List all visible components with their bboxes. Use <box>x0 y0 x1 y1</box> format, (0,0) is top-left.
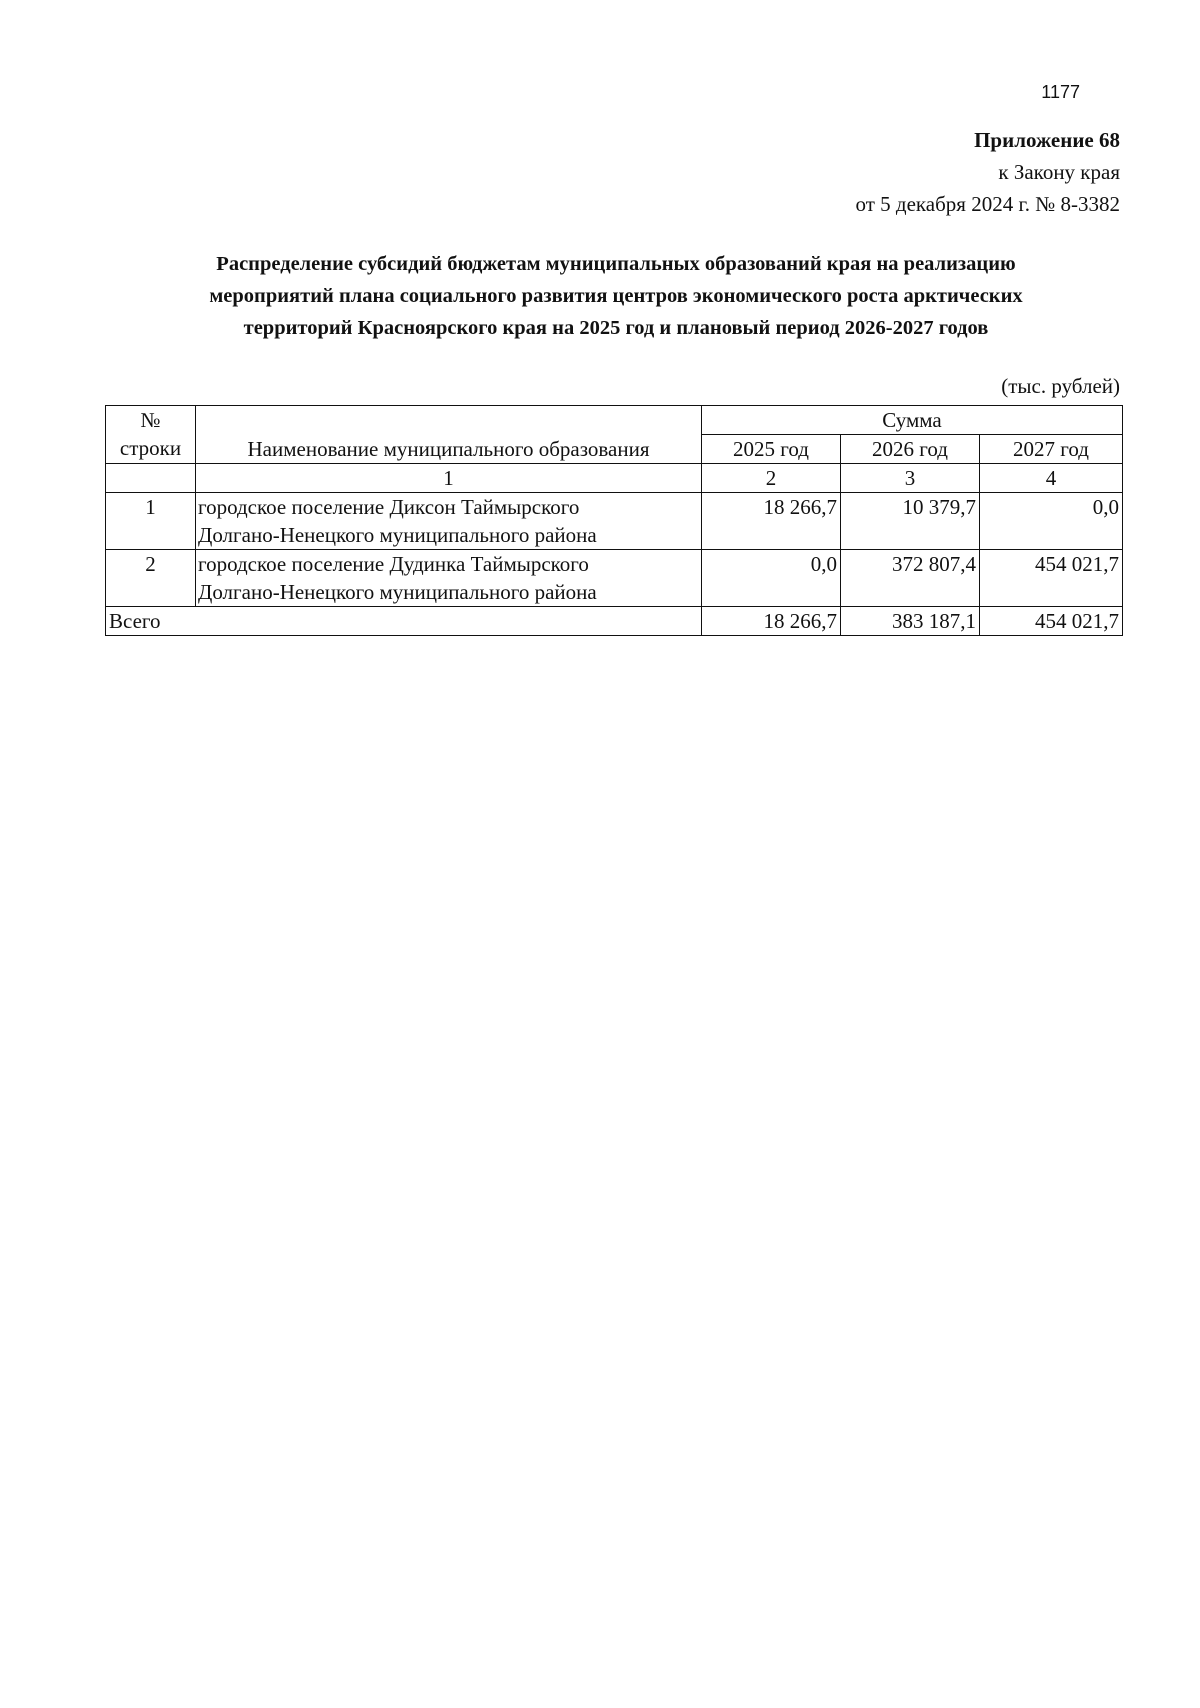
value-2025: 0,0 <box>702 550 841 607</box>
appendix-law-date: от 5 декабря 2024 г. № 8-3382 <box>855 192 1120 216</box>
document-title <box>110 248 1122 344</box>
value-2027: 0,0 <box>980 493 1123 550</box>
header-year-2026: 2026 год <box>841 435 980 464</box>
total-2025: 18 266,7 <box>702 607 841 636</box>
municipality-name <box>196 493 702 550</box>
units-label: (тыс. рублей) <box>1001 374 1120 398</box>
appendix-title: Приложение 68 <box>974 128 1120 152</box>
document-title-line: Распределение субсидий бюджетам муниципальных образований края на реализацию <box>216 253 1016 275</box>
row-number: 2 <box>106 550 196 607</box>
municipality-name-line: городское поселение Дудинка Таймырского <box>198 552 589 576</box>
municipality-name-line: Долгано-Ненецкого муниципального района <box>198 580 597 604</box>
value-2025: 18 266,7 <box>702 493 841 550</box>
municipality-name-line: городское поселение Диксон Таймырского <box>198 495 580 519</box>
total-2026: 383 187,1 <box>841 607 980 636</box>
value-2027: 454 021,7 <box>980 550 1123 607</box>
header-row-number-line: строки <box>119 436 182 460</box>
header-row-number <box>106 406 196 464</box>
table-header-row <box>106 406 1123 435</box>
total-2027: 454 021,7 <box>980 607 1123 636</box>
document-title-line: мероприятий плана социального развития центров экономического роста арктических <box>209 285 1023 307</box>
appendix-law-reference: к Закону края <box>998 160 1120 184</box>
municipality-name <box>196 550 702 607</box>
table-row <box>106 550 1123 607</box>
column-number: 2 <box>702 464 841 493</box>
header-row-number-line: № <box>140 408 161 432</box>
header-year-2025: 2025 год <box>702 435 841 464</box>
row-number: 1 <box>106 493 196 550</box>
appendix-block <box>700 124 1120 220</box>
column-numbers-row <box>106 464 1123 493</box>
subsidy-table <box>105 405 1123 636</box>
column-number: 3 <box>841 464 980 493</box>
header-name: Наименование муниципального образования <box>196 406 702 464</box>
value-2026: 372 807,4 <box>841 550 980 607</box>
page-number: 1177 <box>1041 82 1080 102</box>
total-row <box>106 607 1123 636</box>
column-number-empty <box>106 464 196 493</box>
value-2026: 10 379,7 <box>841 493 980 550</box>
total-label: Всего <box>106 607 702 636</box>
document-title-line: территорий Красноярского края на 2025 год и плановый период 2026-2027 годов <box>243 317 989 339</box>
column-number: 1 <box>196 464 702 493</box>
table-row <box>106 493 1123 550</box>
municipality-name-line: Долгано-Ненецкого муниципального района <box>198 523 597 547</box>
header-year-2027: 2027 год <box>980 435 1123 464</box>
column-number: 4 <box>980 464 1123 493</box>
header-sum: Сумма <box>702 406 1123 435</box>
